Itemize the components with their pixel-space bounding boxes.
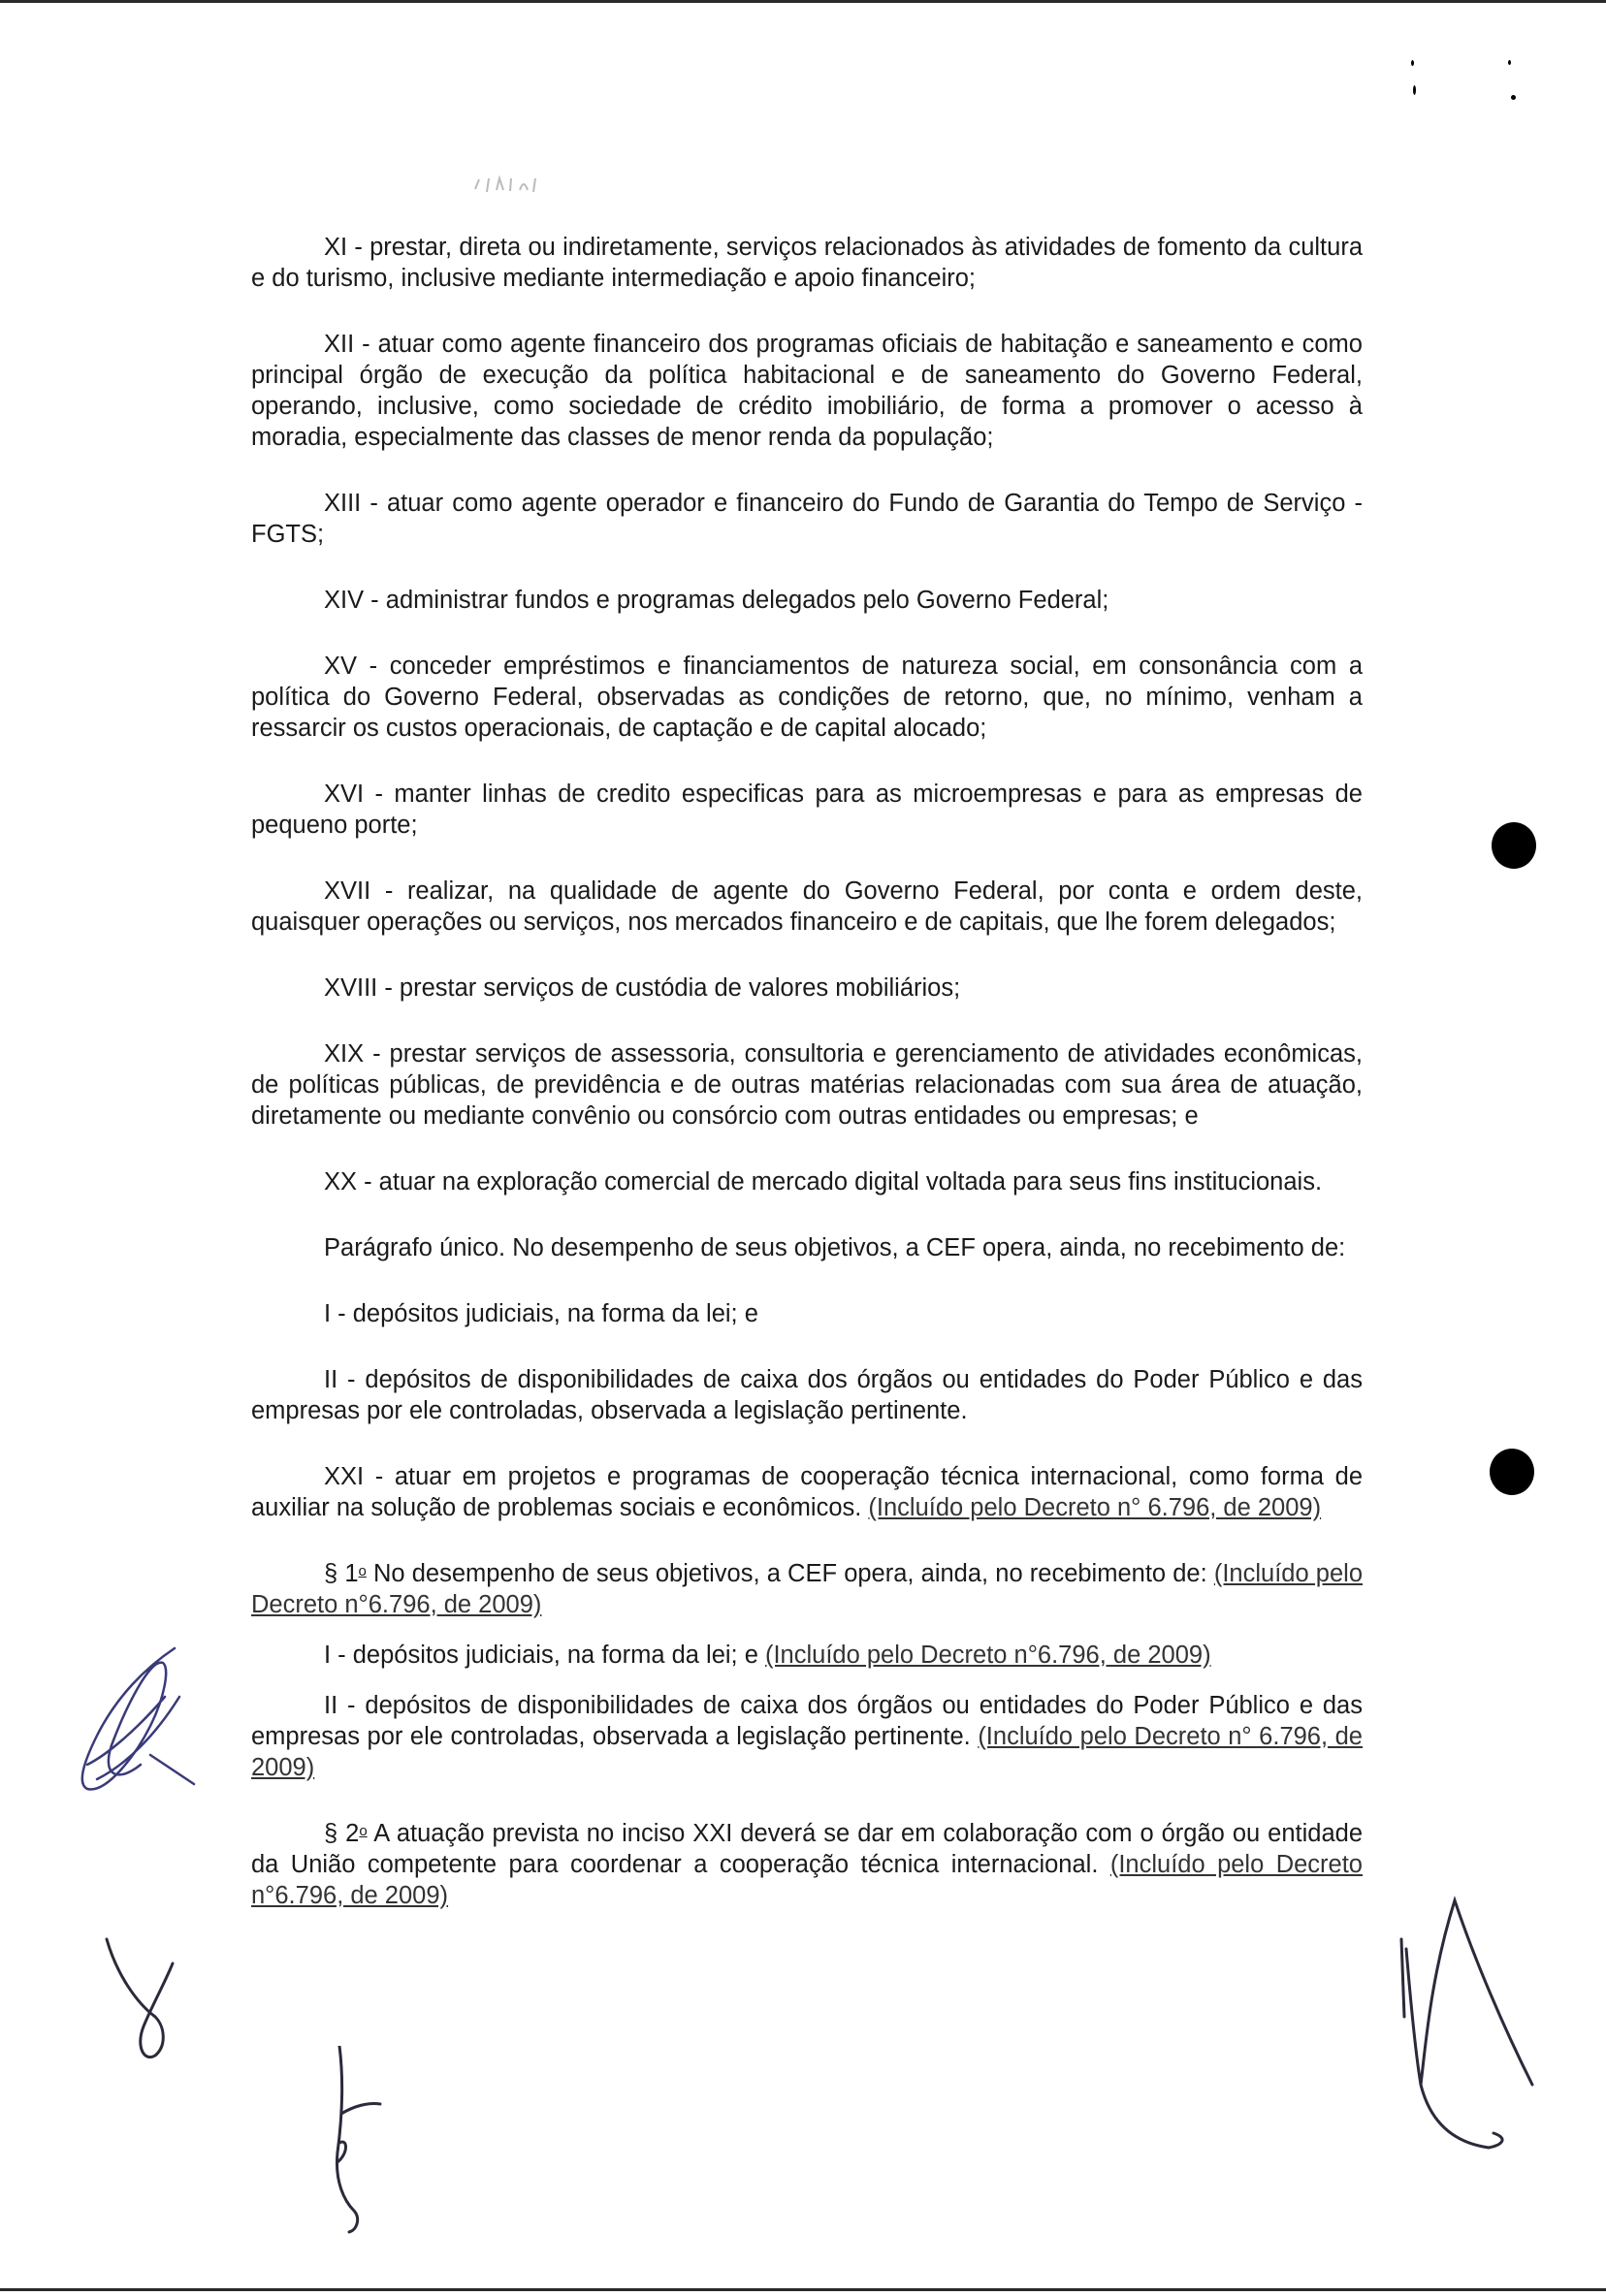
punch-hole bbox=[1490, 1449, 1534, 1495]
ordinal-indicator: o bbox=[359, 1823, 368, 1839]
handwritten-rubric-left-top bbox=[58, 1639, 204, 1803]
punch-hole bbox=[1492, 822, 1536, 869]
inciso-xxi-text: XXI - atuar em projetos e programas de cooperação técnica internacional, como forma de auxiliar na solução de problemas sociais e econômicos. bbox=[251, 1463, 1363, 1521]
paragrafo-2-prefix: § 2 bbox=[324, 1820, 360, 1847]
bottom-scan-edge bbox=[0, 2288, 1606, 2291]
decree-reference-link[interactable]: (Incluído pelo Decreto n°6.796, de 2009) bbox=[251, 1851, 1363, 1909]
top-scan-edge bbox=[0, 0, 1606, 3]
paragrafo-unico-item-ii: II - depósitos de disponibilidades de caixa dos órgãos ou entidades do Poder Público e das empresas por ele controladas, observada a legislação pertinente. bbox=[251, 1366, 1363, 1424]
paragrafo-1-item-i bbox=[251, 1640, 1363, 1671]
handwritten-signature-right bbox=[1397, 1891, 1542, 2162]
inciso-xiii: XIII - atuar como agente operador e financeiro do Fundo de Garantia do Tempo de Serviço - FGTS; bbox=[251, 490, 1363, 548]
inciso-xvi: XVI - manter linhas de credito especificas para as microempresas e para as empresas de pequeno porte; bbox=[251, 781, 1363, 839]
paragrafo-2-text: A atuação prevista no inciso XXI deverá se dar em colaboração com o órgão ou entidade da União competente para coordenar a cooperação técnica internacional. bbox=[251, 1820, 1363, 1878]
inciso-xi: XI - prestar, direta ou indiretamente, serviços relacionados às atividades de fomento da cultura e do turismo, inclusive mediante intermediação e apoio financeiro; bbox=[251, 234, 1363, 292]
paragrafo-2 bbox=[251, 1818, 1363, 1911]
ordinal-indicator: o bbox=[358, 1563, 367, 1579]
inciso-xix: XIX - prestar serviços de assessoria, consultoria e gerenciamento de atividades econômicas, de políticas públicas, de previdência e de outras matérias relacionadas com sua área de atuação, diretamente ou mediante convênio ou consórcio com outras entidades ou empresas; e bbox=[251, 1040, 1363, 1130]
inciso-xviii: XVIII - prestar serviços de custódia de valores mobiliários; bbox=[324, 974, 961, 1002]
decree-reference-link[interactable]: (Incluído pelo Decreto n°6.796, de 2009) bbox=[764, 1642, 1211, 1669]
paragrafo-1-item-ii-text: II - depósitos de disponibilidades de caixa dos órgãos ou entidades do Poder Público e das empresas por ele controladas, observada a legislação pertinente. bbox=[251, 1692, 1363, 1750]
inciso-xvii: XVII - realizar, na qualidade de agente do Governo Federal, por conta e ordem deste, quaisquer operações ou serviços, nos mercados financeiro e de capitais, que lhe forem delegados; bbox=[251, 877, 1363, 936]
corner-speck bbox=[1511, 95, 1516, 100]
decree-reference-link[interactable]: (Incluído pelo Decreto n° 6.796, de 2009) bbox=[251, 1723, 1363, 1781]
corner-speck bbox=[1413, 85, 1416, 95]
inciso-xxi bbox=[251, 1461, 1363, 1523]
inciso-xii: XII - atuar como agente financeiro dos programas oficiais de habitação e saneamento e como principal órgão de execução da política habitacional e de saneamento do Governo Federal, operando, inclusive, como sociedade de crédito imobiliário, de forma a promover o acesso à moradia, especialmente das classes de menor renda da população; bbox=[251, 331, 1363, 451]
decree-reference-link[interactable]: (Incluído pelo Decreto n°6.796, de 2009) bbox=[251, 1560, 1364, 1618]
inciso-xiv: XIV - administrar fundos e programas delegados pelo Governo Federal; bbox=[324, 587, 1109, 614]
paragrafo-1 bbox=[251, 1558, 1363, 1620]
handwritten-signature-bottom bbox=[320, 2046, 398, 2240]
faint-stamp-residue bbox=[417, 155, 630, 213]
paragrafo-1-item-ii bbox=[251, 1690, 1363, 1783]
document-body bbox=[251, 232, 1363, 1946]
paragrafo-1-text: No desempenho de seus objetivos, a CEF opera, ainda, no recebimento de: bbox=[366, 1560, 1214, 1587]
paragrafo-1-item-i-text: I - depósitos judiciais, na forma da lei; e bbox=[324, 1642, 765, 1669]
handwritten-initial-left bbox=[97, 1934, 184, 2070]
paragrafo-unico-item-i: I - depósitos judiciais, na forma da lei; e bbox=[324, 1300, 758, 1327]
corner-speck bbox=[1411, 60, 1414, 66]
paragrafo-unico: Parágrafo único. No desempenho de seus objetivos, a CEF opera, ainda, no recebimento de: bbox=[324, 1234, 1346, 1261]
decree-reference-link[interactable]: (Incluído pelo Decreto n° 6.796, de 2009) bbox=[868, 1494, 1322, 1521]
paragrafo-1-prefix: § 1 bbox=[324, 1560, 359, 1587]
corner-speck bbox=[1508, 60, 1511, 65]
inciso-xx: XX - atuar na exploração comercial de mercado digital voltada para seus fins institucionais. bbox=[324, 1168, 1323, 1196]
inciso-xv: XV - conceder empréstimos e financiamentos de natureza social, em consonância com a política do Governo Federal, observadas as condições de retorno, que, no mínimo, venham a ressarcir os custos operacionais, de captação e de capital alocado; bbox=[251, 653, 1363, 742]
